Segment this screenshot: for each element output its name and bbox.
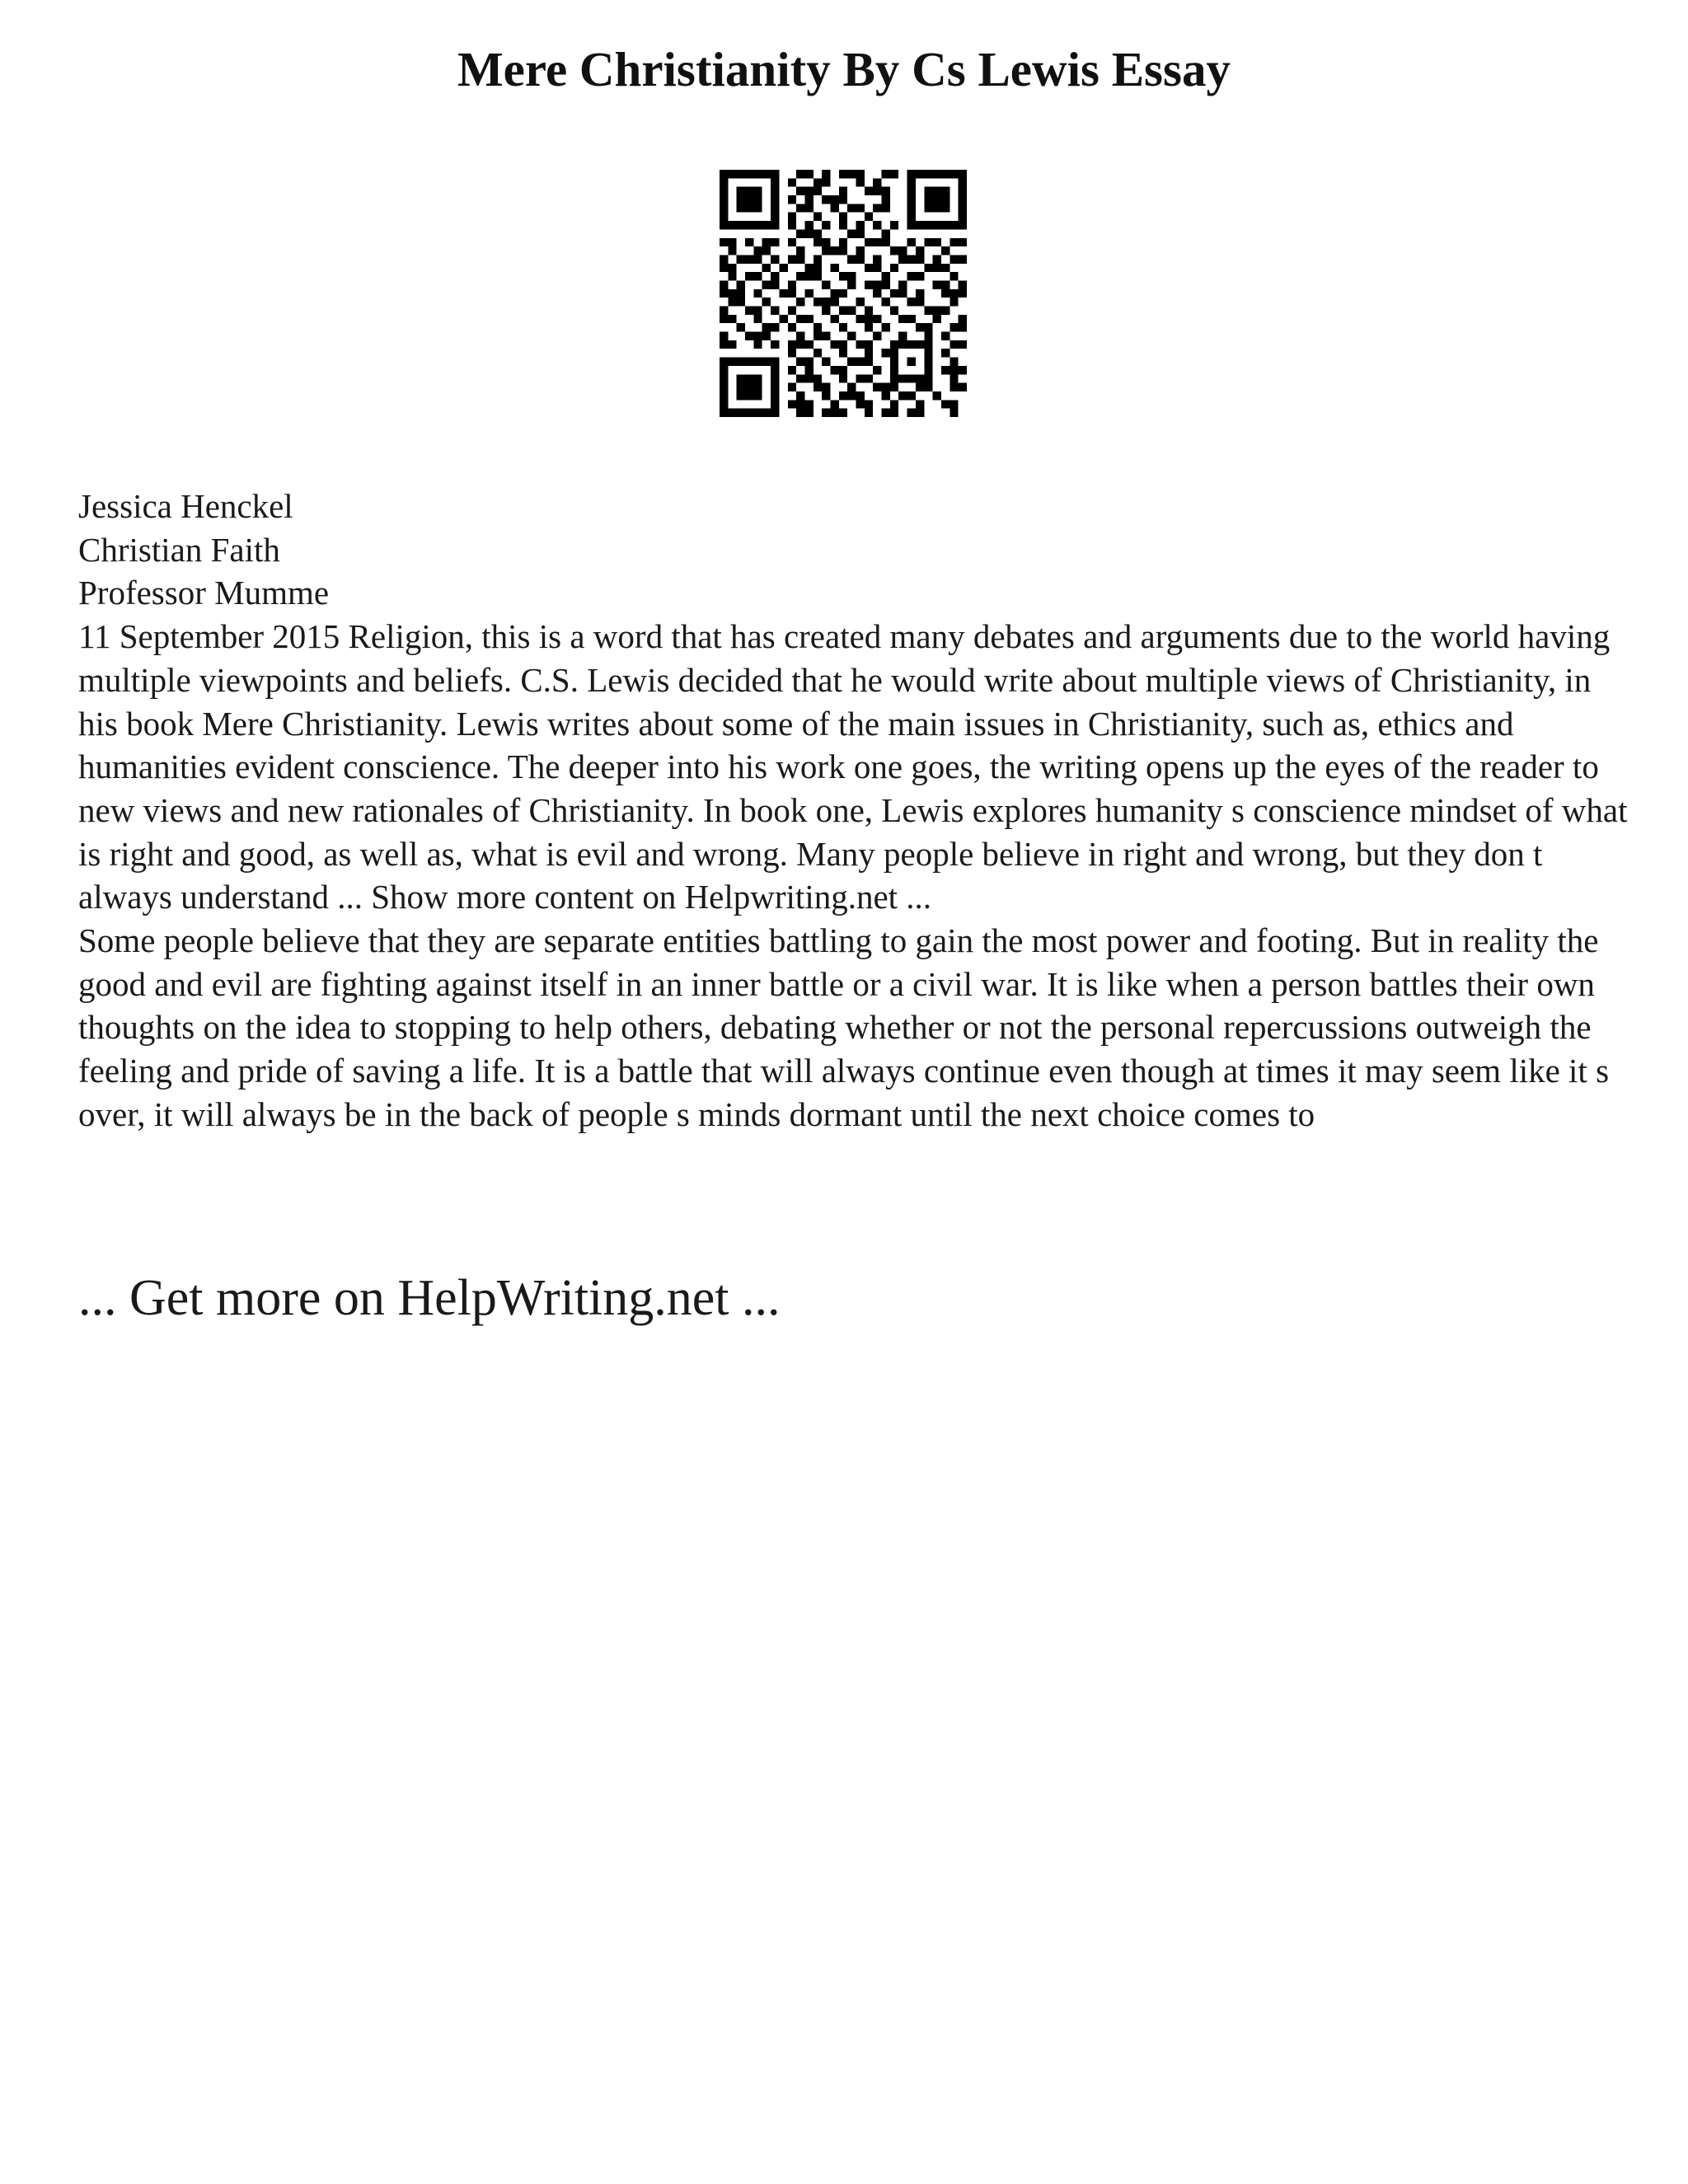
author-line: Jessica Henckel (78, 487, 293, 525)
body-paragraph: Some people believe that they are separate entities battling to gain the most power and footing. But in reality the good and evil are fighting against itself in an inner battle or a civil war. It is like when a person battles their own thoughts on the idea to stopping to help others, debating whether or not the personal repercussions outweigh the feeling and pride of saving a life. It is a battle that will always continue even though at times it may seem like it s over, it will always be in the back of people s minds dormant until the next choice comes to (78, 921, 1610, 1133)
course-line: Christian Faith (78, 530, 280, 569)
qr-code-icon (720, 170, 967, 417)
get-more-link[interactable]: ... Get more on HelpWriting.net ... (78, 1270, 781, 1326)
document-body (78, 485, 1628, 1137)
professor-line: Professor Mumme (78, 574, 330, 612)
document-title: Mere Christianity By Cs Lewis Essay (457, 42, 1231, 96)
body-paragraph: 11 September 2015 Religion, this is a word that has created many debates and arguments due to the world having multiple viewpoints and beliefs. C.S. Lewis decided that he would write about multiple views of Christianity, in his book Mere Christianity. Lewis writes about some of the main issues in Christianity, such as, ethics and humanities evident conscience. The deeper into his work one goes, the writing opens up the eyes of the reader to new views and new rationales of Christianity. In book one, Lewis explores humanity s conscience mindset of what is right and good, as well as, what is evil and wrong. Many people believe in right and wrong, but they don t always understand ... Show more content on Helpwriting.net ... (78, 617, 1628, 916)
